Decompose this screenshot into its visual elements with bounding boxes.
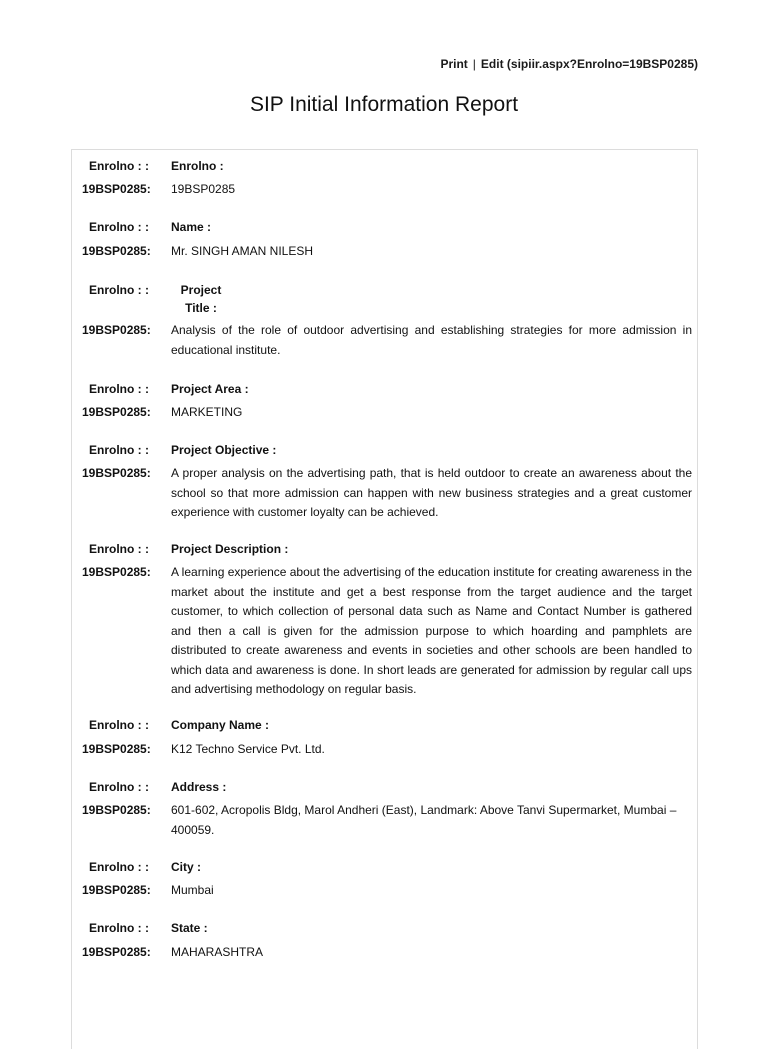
link-separator: | bbox=[472, 57, 476, 71]
code-label: 19BSP0285: bbox=[82, 945, 151, 959]
code-label: 19BSP0285: bbox=[82, 182, 151, 196]
code-label: 19BSP0285: bbox=[82, 466, 151, 480]
field-value: Analysis of the role of outdoor advertising and establishing strategies for more admission in educational institute. bbox=[171, 323, 692, 357]
field-value: A proper analysis on the advertising path, that is held outdoor to create an awareness about the school so that more admission can happen with new business strategies and a great customer experience with customer loyalty can be achieved. bbox=[171, 466, 692, 519]
enrol-label: Enrolno : : bbox=[89, 542, 149, 556]
print-link[interactable]: Print bbox=[440, 57, 468, 71]
field-value: Mumbai bbox=[171, 883, 214, 897]
enrol-label: Enrolno : : bbox=[89, 220, 149, 234]
enrol-label: Enrolno : : bbox=[89, 780, 149, 794]
field-value: 601-602, Acropolis Bldg, Marol Andheri (East), Landmark: Above Tanvi Supermarket, Mumbai – 400059. bbox=[171, 803, 677, 837]
enrol-label: Enrolno : : bbox=[89, 283, 149, 297]
code-label: 19BSP0285: bbox=[82, 742, 151, 756]
field-name: State : bbox=[171, 921, 208, 935]
code-label: 19BSP0285: bbox=[82, 883, 151, 897]
code-label: 19BSP0285: bbox=[82, 405, 151, 419]
field-name: Project Objective : bbox=[171, 443, 277, 457]
enrol-label: Enrolno : : bbox=[89, 921, 149, 935]
field-name: Enrolno : bbox=[171, 159, 224, 173]
field-name-line1: Project bbox=[180, 283, 222, 297]
top-links bbox=[440, 57, 698, 71]
report-card bbox=[71, 149, 698, 1049]
field-name: Company Name : bbox=[171, 718, 270, 732]
enrol-label: Enrolno : : bbox=[89, 443, 149, 457]
field-name-line2: Title : bbox=[185, 301, 217, 315]
field-name: Project Area : bbox=[171, 382, 249, 396]
code-label: 19BSP0285: bbox=[82, 323, 151, 337]
field-value: MARKETING bbox=[171, 405, 243, 419]
field-name bbox=[171, 281, 231, 317]
enrol-label: Enrolno : : bbox=[89, 382, 149, 396]
field-value: K12 Techno Service Pvt. Ltd. bbox=[171, 742, 325, 756]
field-name: Project Description : bbox=[171, 542, 289, 556]
field-name: City : bbox=[171, 860, 201, 874]
enrol-label: Enrolno : : bbox=[89, 159, 149, 173]
code-label: 19BSP0285: bbox=[82, 244, 151, 258]
edit-link[interactable]: Edit (sipiir.aspx?Enrolno=19BSP0285) bbox=[480, 57, 698, 71]
page-title: SIP Initial Information Report bbox=[249, 93, 519, 116]
enrol-label: Enrolno : : bbox=[89, 718, 149, 732]
code-label: 19BSP0285: bbox=[82, 565, 151, 579]
field-value: 19BSP0285 bbox=[171, 182, 236, 196]
field-name: Address : bbox=[171, 780, 227, 794]
field-value: MAHARASHTRA bbox=[171, 945, 264, 959]
code-label: 19BSP0285: bbox=[82, 803, 151, 817]
field-name: Name : bbox=[171, 220, 212, 234]
field-value: A learning experience about the advertising of the education institute for creating awareness in the market about the institute and get a best response from the target audience and the target customer, to which collection of personal data such as Name and Contact Number is gathered and then a call is given for the admission purpose to which hoarding and pamphlets are distributed to create awareness and events in societies and other schools are been handled to which data and awareness is done. In short leads are generated for admission by regular call ups and advertising methodology on regular basis. bbox=[171, 565, 692, 696]
enrol-label: Enrolno : : bbox=[89, 860, 149, 874]
field-value: Mr. SINGH AMAN NILESH bbox=[171, 244, 314, 258]
